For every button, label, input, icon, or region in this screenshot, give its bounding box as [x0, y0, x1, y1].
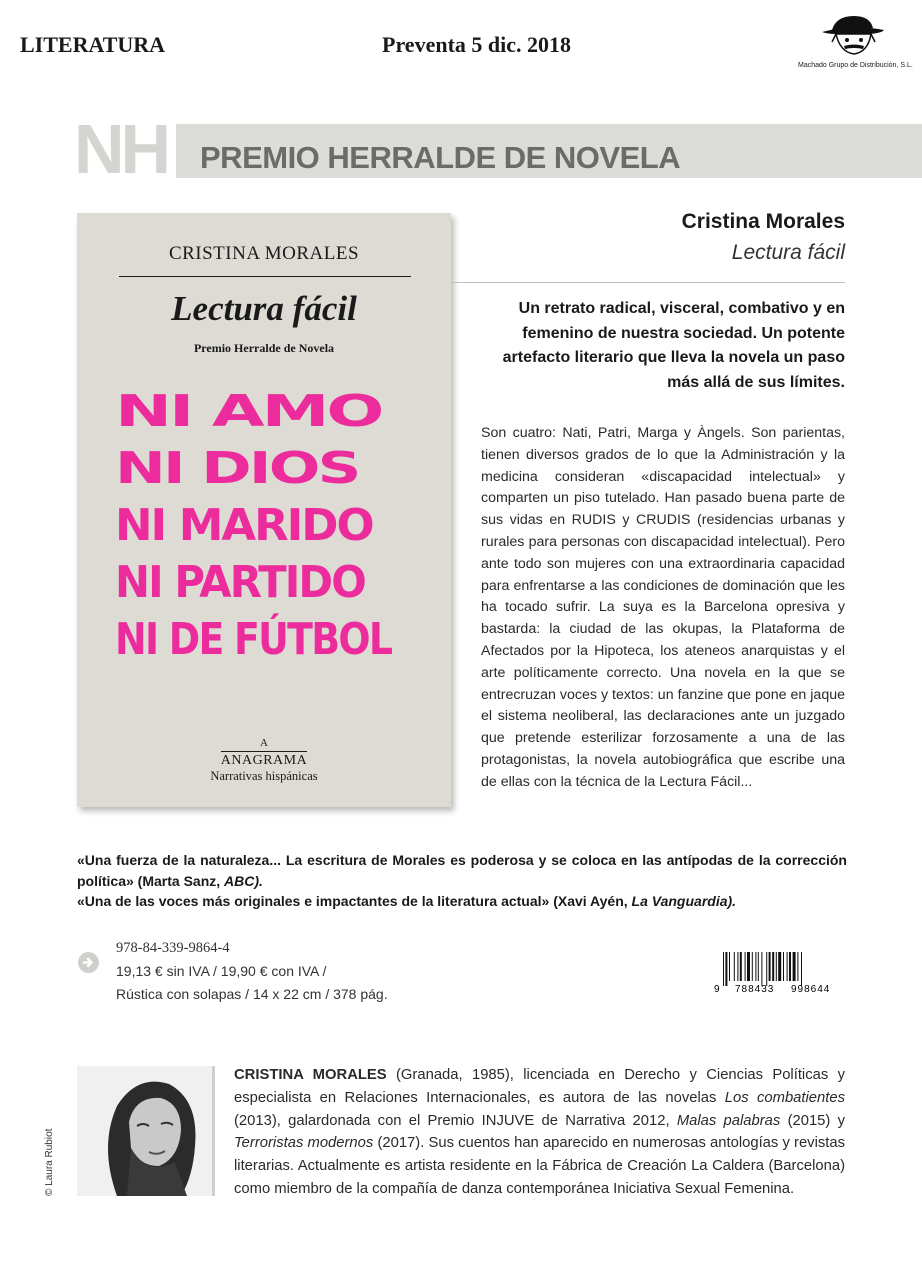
quote-text: «Una de las voces más originales e impactantes de la literatura actual» (Xavi Ayén,: [77, 893, 632, 909]
cover-slogan: [115, 383, 425, 668]
format: Rústica con solapas / 14 x 22 cm / 378 pág.: [116, 986, 388, 1002]
distributor-logo: [798, 12, 913, 70]
press-quotes: [77, 850, 847, 912]
bio-text: (2015) y: [780, 1112, 845, 1129]
author-portrait-icon: [77, 1066, 212, 1196]
publisher-collection: Narrativas hispánicas: [210, 769, 318, 783]
quote-text: «Una fuerza de la naturaleza... La escritura de Morales es poderosa y se coloca en las antípodas de la corrección política» (Marta Sanz,: [77, 852, 847, 889]
product-info: [116, 937, 388, 1006]
barcode-left-digits: 788433: [735, 984, 775, 994]
bio-text: (2017). Sus cuentos han aparecido en numerosas antologías y revistas literarias. Actualmente es artista residente en la Fábrica de Creación La Caldera (Barcelona) como miembro de la compañía de danza contemporánea Iniciativa Sexual Femenina.: [234, 1135, 845, 1197]
presale-date: Preventa 5 dic. 2018: [382, 32, 572, 57]
barcode-lead-digit: 9: [714, 984, 720, 994]
bio-work: Los combatientes: [724, 1089, 846, 1106]
book-title: Lectura fácil: [731, 241, 845, 264]
cover-publisher: [77, 737, 451, 784]
bio-work: Terroristas modernos: [234, 1135, 374, 1152]
barcode-icon: [713, 952, 845, 994]
bio-text: (Granada, 1985), licenciada en Derecho y Ciencias Políticas y especialista en Relaciones Internacionales, es autora de las novelas: [234, 1067, 845, 1106]
slogan-line: NI DIOS: [115, 443, 359, 494]
cover-prize: Premio Herralde de Novela: [193, 341, 335, 355]
photo-credit: © Laura Rubiot: [44, 1128, 55, 1196]
book-author: Cristina Morales: [681, 210, 845, 233]
isbn: 978-84-339-9864-4: [116, 940, 230, 956]
bio-work: Malas palabras: [676, 1112, 781, 1129]
quote-source: La Vanguardia).: [631, 893, 737, 909]
arrow-right-icon: [78, 952, 99, 973]
press-quote: [77, 891, 847, 912]
cover-divider: [119, 276, 411, 277]
slogan-line: NI AMO: [115, 386, 382, 437]
quote-source: ABC).: [224, 872, 263, 889]
man-with-hat-logo-icon: [818, 12, 888, 60]
barcode: [713, 952, 845, 994]
slogan-line: NI PARTIDO: [115, 557, 365, 608]
prize-title: PREMIO HERRALDE DE NOVELA: [200, 140, 681, 175]
publisher-name: ANAGRAMA: [220, 753, 308, 768]
book-lead: Un retrato radical, visceral, combativo y en femenino de nuestra sociedad. Un potente artefacto literario que lleva la novela un paso más allá de sus límites.: [502, 300, 845, 391]
title-divider: [452, 282, 845, 283]
author-bio: [234, 1064, 845, 1201]
cover-title: Lectura fácil: [171, 289, 357, 328]
author-photo: [77, 1066, 215, 1196]
collection-initials: NH: [74, 110, 168, 188]
cover-author: CRISTINA MORALES: [168, 243, 360, 264]
slogan-line: NI MARIDO: [115, 500, 373, 551]
book-synopsis: Son cuatro: Nati, Patri, Marga y Àngels. Son parientas, tienen diversos grados de lo que la Administración y la medicina consideran «discapacidad intelectual» y comparten un piso tutelado. Han pasado buena parte de sus vidas en RUDIS y CRUDIS (residencias urbanas y rurales para personas con discapacidad intelectual). Pero ante todo son mujeres con una extraordinaria capacidad para enfrentarse a las condiciones de dominación que les ha tocado sufrir. La suya es la Barcelona opresiva y bastarda: la ciudad de las okupas, la Plataforma de Afectados por la Hipoteca, los ateneos anarquistas y el arte políticamente correcto. Una novela en la que se entrecruzan voces y textos: un fanzine que pone en jaque el sistema neoliberal, las declaraciones ante un juzgado que pretende esterilizar forzosamente a una de las protagonistas, la novela autobiográfica que escribe una de ellas con la técnica de la Lectura Fácil...: [481, 425, 845, 790]
author-name: CRISTINA MORALES: [234, 1067, 387, 1083]
price: 19,13 € sin IVA / 19,90 € con IVA /: [116, 963, 327, 979]
distributor-caption: Machado Grupo de Distribución, S.L.: [798, 62, 913, 69]
publisher-rule: [221, 751, 307, 752]
book-cover: [77, 213, 451, 807]
bio-text: (2013), galardonada con el Premio INJUVE de Narrativa 2012,: [234, 1112, 677, 1129]
barcode-right-digits: 998644: [791, 984, 831, 994]
slogan-line: NI DE FÚTBOL: [115, 614, 392, 665]
publisher-mark-icon: A: [260, 737, 268, 749]
press-quote: [77, 850, 847, 891]
section-label: LITERATURA: [20, 32, 166, 57]
